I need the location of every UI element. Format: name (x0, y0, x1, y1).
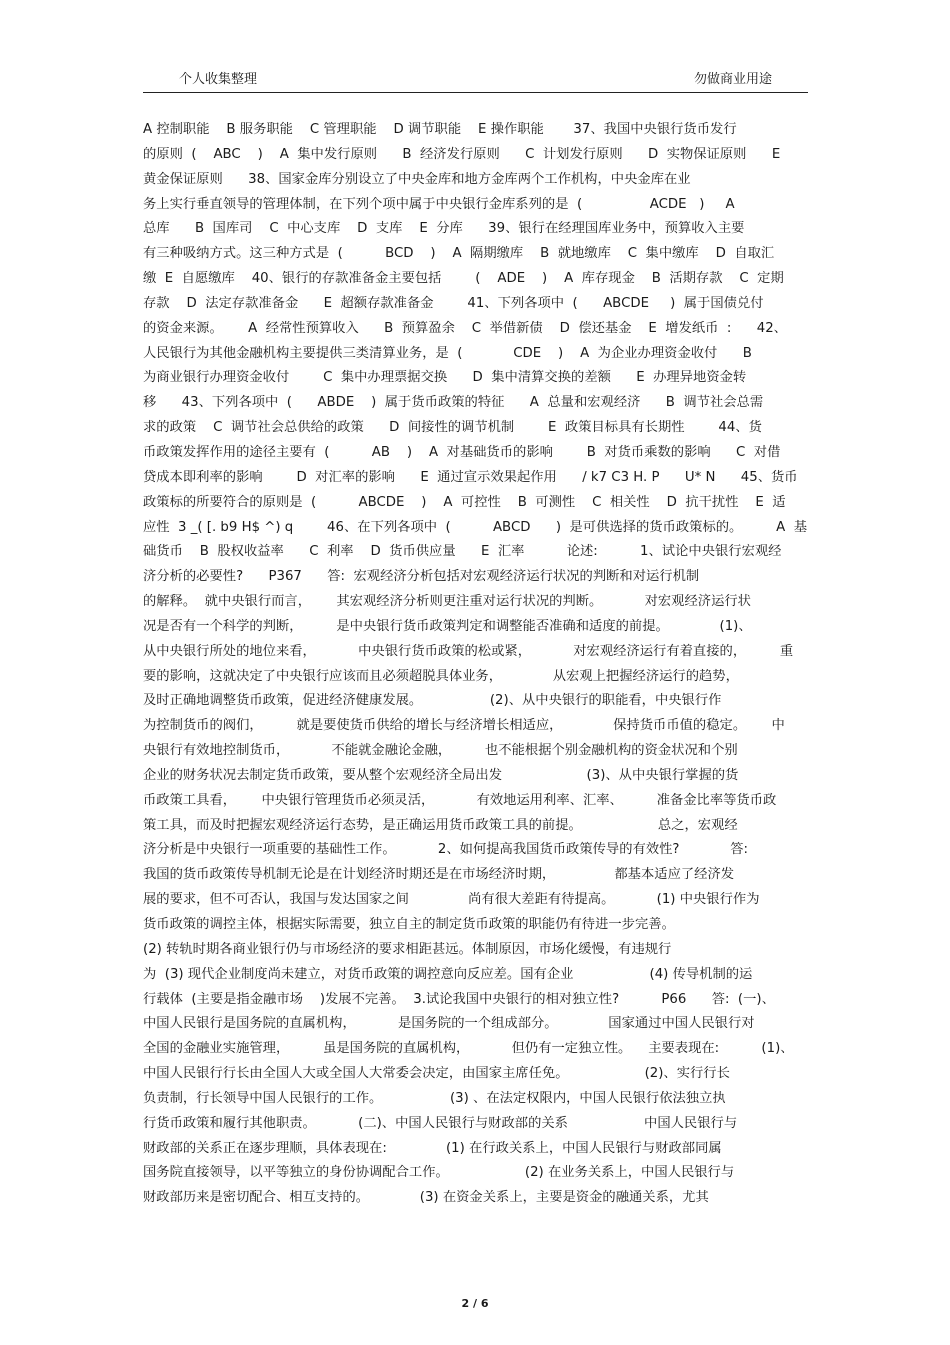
header-right-text: 勿做商业用途 (693, 72, 772, 87)
header-left-text: 个人收集整理 (179, 72, 258, 87)
text-line: 央银行有效地控制货币， 不能就金融论金融， 也不能根据个别金融机构的资金状况和个别 (143, 743, 738, 759)
text-line: 存款 D 法定存款准备金 E 超额存款准备金 41、下列各项中 ( ABCDE ) 属于国债兑付 (143, 295, 764, 311)
text-line: 的原则 ( ABC ) A 集中发行原则 B 经济发行原则 C 计划发行原则 D 实物保证原则 E (143, 146, 781, 162)
text-line: 移 43、下列各项中 ( ABDE ) 属于货币政策的特征 A 总量和宏观经济 B 调节社会总需 (143, 395, 764, 411)
text-line: 求的政策 C 调节社会总供给的政策 D 间接性的调节机制 E 政策目标具有长期性 44、货 (143, 420, 762, 436)
text-line: 况是否有一个科学的判断， 是中央银行货币政策判定和调整能否准确和适度的前提。 (1)、 (143, 618, 752, 634)
text-line: 财政部的关系正在逐步理顺，具体表现在: (1) 在行政关系上，中国人民银行与财政部同属 (143, 1140, 722, 1156)
text-line: A 控制职能 B 服务职能 C 管理职能 D 调节职能 E 操作职能 37、我国中央银行货币发行 (143, 122, 737, 137)
text-line: 础货币 B 股权收益率 C 利率 D 货币供应量 E 汇率 论述: 1、试论中央银行宏观经 (143, 544, 782, 560)
text-line: 行载体 (主要是指金融市场 )发展不完善。 3.试论我国中央银行的相对独立性? P66 答: (一)、 (143, 991, 775, 1007)
text-line: 国务院直接领导，以平等独立的身份协调配合工作。 (2) 在业务关系上，中国人民银行与 (143, 1165, 735, 1181)
text-line: (2) 转轨时期各商业银行仍与市场经济的要求相距甚远。体制原因，市场化缓慢，有违规行 (143, 941, 672, 957)
text-line: 为商业银行办理资金收付 C 集中办理票据交换 D 集中清算交换的差额 E 办理异地资金转 (143, 370, 747, 386)
text-line: 济分析是中央银行一项重要的基础性工作。 2、如何提高我国货币政策传导的有效性? 答: (143, 842, 748, 858)
text-line: 要的影响，这就决定了中央银行应该而且必须超脱具体业务， 从宏观上把握经济运行的趋势， (143, 668, 739, 684)
text-line: 我国的货币政策传导机制无论是在计划经济时期还是在市场经济时期， 都基本适应了经济发 (143, 867, 735, 883)
page-header (143, 66, 808, 93)
text-line: 人民银行为其他金融机构主要提供三类清算业务，是 ( CDE ) A 为企业办理资金收付 B (143, 345, 752, 361)
text-line: 总库 B 国库司 C 中心支库 D 支库 E 分库 39、银行在经理国库业务中，预算收入主要 (143, 221, 745, 237)
text-line: 币政策工具看， 中央银行管理货币必须灵活， 有效地运用利率、汇率、 准备金比率等货币政 (143, 792, 777, 808)
text-line: 贷成本即利率的影响 D 对汇率的影响 E 通过宣示效果起作用 / k7 C3 H. P U* N 45、货币 (143, 469, 798, 485)
text-line: 货币政策的调控主体，根据实际需要，独立自主的制定货币政策的职能仍有待进一步完善。 (143, 917, 675, 932)
text-line: 中国人民银行行长由全国人大或全国人大常委会决定，由国家主席任免。 (2)、实行行长 (143, 1066, 730, 1082)
text-line: 有三种吸纳方式。这三种方式是 ( BCD ) A 隔期缴库 B 就地缴库 C 集中缴库 D 自取汇 (143, 246, 775, 262)
text-line: 负责制，行长领导中国人民银行的工作。 (3) 、在法定权限内，中国人民银行依法独立执 (143, 1090, 726, 1106)
text-line: 及时正确地调整货币政策，促进经济健康发展。 (2)、从中央银行的职能看，中央银行作 (143, 693, 722, 709)
text-line: 从中央银行所处的地位来看， 中央银行货币政策的松或紧， 对宏观经济运行有着直接的， 重 (143, 643, 794, 659)
text-line: 缴 E 自愿缴库 40、银行的存款准备金主要包括 ( ADE ) A 库存现金 B 活期存款 C 定期 (143, 271, 784, 287)
page-number: 2 / 6 (461, 1297, 489, 1310)
body-text (143, 118, 808, 1211)
text-line: 应性 3 _( [. b9 H$ ^) q 46、在下列各项中 ( ABCD ) 是可供选择的货币政策标的。 A 基 (143, 519, 807, 535)
text-line: 策工具，而及时把握宏观经济运行态势，是正确运用货币政策工具的前提。 总之，宏观经 (143, 817, 738, 833)
text-line: 政策标的所要符合的原则是 ( ABCDE ) A 可控性 B 可测性 C 相关性 D 抗干扰性 E 适 (143, 494, 786, 510)
text-line: 的资金来源。 A 经常性预算收入 B 预算盈余 C 举借新债 D 偿还基金 E 增发纸币 : 42、 (143, 320, 787, 336)
text-line: 企业的财务状况去制定货币政策，要从整个宏观经济全局出发 (3)、从中央银行掌握的货 (143, 767, 739, 783)
text-line: 为控制货币的阀们， 就是要使货币供给的增长与经济增长相适应， 保持货币币值的稳定。 中 (143, 718, 785, 734)
text-line: 展的要求，但不可否认，我国与发达国家之间 尚有很大差距有待提高。 (1) 中央银行作为 (143, 892, 760, 908)
text-line: 全国的金融业实施管理， 虽是国务院的直属机构， 但仍有一定独立性。 主要表现在: (1)、 (143, 1041, 794, 1057)
text-line: 的解释。 就中央银行而言， 其宏观经济分析则更注重对运行状况的判断。 对宏观经济运行状 (143, 594, 751, 610)
text-line: 务上实行垂直领导的管理体制，在下列个项中属于中央银行金库系列的是 ( ACDE ) A (143, 196, 735, 212)
text-line: 币政策发挥作用的途径主要有 ( AB ) A 对基础货币的影响 B 对货币乘数的影响 C 对借 (143, 444, 781, 460)
text-line: 黄金保证原则 38、国家金库分别设立了中央金库和地方金库两个工作机构，中央金库在业 (143, 171, 691, 187)
text-line: 为 (3) 现代企业制度尚未建立，对货币政策的调控意向反应差。国有企业 (4) 传导机制的运 (143, 966, 753, 982)
text-line: 济分析的必要性? P367 答: 宏观经济分析包括对宏观经济运行状况的判断和对运行机制 (143, 569, 700, 585)
text-line: 中国人民银行是国务院的直属机构， 是国务院的一个组成部分。 国家通过中国人民银行对 (143, 1016, 755, 1032)
text-line: 行货币政策和履行其他职责。 (二)、中国人民银行与财政部的关系 中国人民银行与 (143, 1115, 738, 1131)
text-line: 财政部历来是密切配合、相互支持的。 (3) 在资金关系上，主要是资金的融通关系，尤其 (143, 1190, 709, 1206)
